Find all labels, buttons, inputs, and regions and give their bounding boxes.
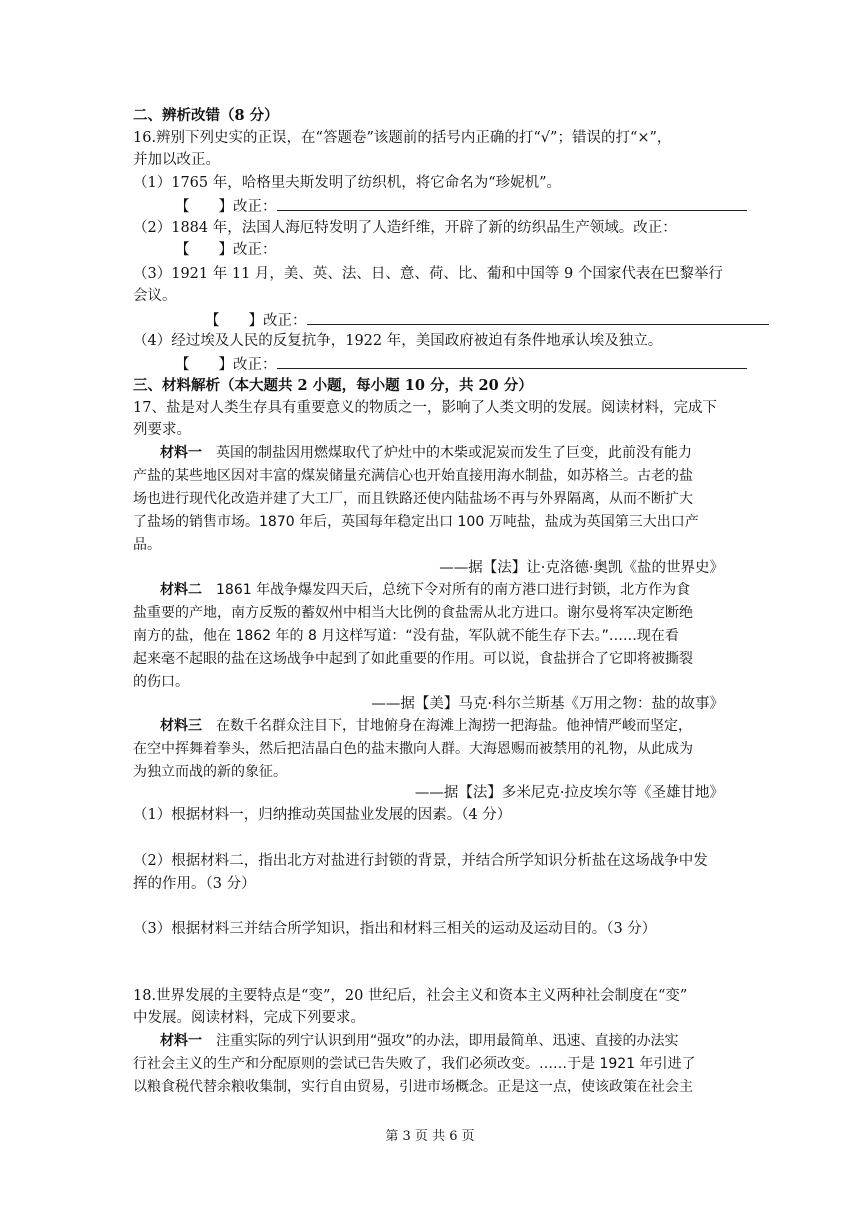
q17-material-3-line-1 [160, 716, 692, 736]
material-text: 英国的制盐因用燃煤取代了炉灶中的木柴或泥炭而发生了巨变，此前没有能力 [216, 445, 692, 461]
material-text: 在数千名群众注目下，甘地俯身在海滩上淘捞一把海盐。他神情严峻而坚定， [216, 718, 692, 734]
q17-material-1-line-2: 产盐的某些地区因对丰富的煤炭储量充满信心也开始直接用海水制盐，如苏格兰。古老的盐 [133, 468, 693, 484]
q18-material-1-line-1 [160, 1031, 679, 1051]
q18-stem-line-1: 18.世界发展的主要特点是“变”，20 世纪后，社会主义和资本主义两种社会制度在“变” [133, 988, 688, 1004]
q16-item-2: （2）1884 年，法国人海厄特发明了人造纤维，开辟了新的纺织品生产领域。改正： [133, 220, 677, 236]
q16-item-4-answer [175, 353, 747, 375]
q17-material-1-source: ——据【法】让·克洛德·奥凯《盐的世界史》 [439, 560, 724, 576]
q17-material-2-line-3: 南方的盐，他在 1862 年的 8 月这样写道：“没有盐，军队就不能生存下去。”……现在看 [133, 628, 679, 644]
q17-material-2-line-1 [160, 580, 690, 600]
q16-item-1: （1）1765 年，哈格里夫斯发明了纺织机，将它命名为“珍妮机”。 [133, 175, 562, 191]
q17-material-2-line-4: 起来毫不起眼的盐在这场战争中起到了如此重要的作用。可以说，食盐拼合了它即将被撕裂 [133, 651, 693, 667]
q17-material-2-line-5: 的伤口。 [133, 674, 189, 690]
q17-stem-line-2: 列要求。 [133, 422, 191, 438]
q17-material-1-line-5: 品。 [133, 537, 161, 553]
material-label: 材料二 [160, 582, 202, 598]
answer-label: 【 】改正： [175, 357, 277, 373]
q17-material-2-source: ——据【美】马克·科尔兰斯基《万用之物：盐的故事》 [371, 696, 724, 712]
q16-item-3-line-1: （3）1921 年 11 月，美、英、法、日、意、荷、比、葡和中国等 9 个国家代表在巴黎举行 [133, 266, 723, 282]
page-footer: 第 3 页 共 6 页 [385, 1129, 475, 1144]
q16-item-4: （4）经过埃及人民的反复抗争，1922 年，美国政府被迫有条件地承认埃及独立。 [133, 333, 663, 349]
q17-material-1-line-4: 了盐场的销售市场。1870 年后，英国每年稳定出口 100 万吨盐，盐成为英国第三大出口产 [133, 514, 699, 530]
q17-sub-question-1: （1）根据材料一，归纳推动英国盐业发展的因素。（4 分） [133, 807, 512, 823]
q18-material-1-line-2: 行社会主义的生产和分配原则的尝试已告失败了，我们必须改变。……于是 1921 年引进了 [133, 1056, 696, 1072]
q16-stem-line-2: 并加以改正。 [133, 152, 220, 168]
q17-material-1-line-1 [160, 443, 692, 463]
answer-blank[interactable] [277, 353, 747, 369]
q16-item-1-answer [175, 195, 747, 217]
q16-stem-line-1: 16.辨别下列史实的正误，在“答题卷”该题前的括号内正确的打“√”；错误的打“×”， [133, 130, 672, 146]
material-label: 材料三 [160, 718, 202, 734]
q16-item-3-answer [205, 309, 769, 331]
answer-blank[interactable] [307, 309, 769, 325]
q17-sub-question-3: （3）根据材料三并结合所学知识，指出和材料三相关的运动及运动目的。（3 分） [133, 921, 657, 937]
q18-material-1-line-3: 以粮食税代替余粮收集制，实行自由贸易，引进市场概念。正是这一点，使该政策在社会主 [133, 1079, 693, 1095]
answer-label: 【 】改正： [175, 242, 277, 258]
q17-sub-question-2-line-2: 挥的作用。（3 分） [133, 876, 256, 892]
material-label: 材料一 [160, 445, 202, 461]
q16-item-3-line-2: 会议。 [133, 288, 177, 304]
q18-stem-line-2: 中发展。阅读材料，完成下列要求。 [133, 1010, 365, 1026]
material-text: 1861 年战争爆发四天后，总统下令对所有的南方港口进行封锁，北方作为食 [216, 582, 691, 598]
q17-material-3-line-2: 在空中挥舞着拳头，然后把洁晶白色的盐末撒向人群。大海恩赐而被禁用的礼物，从此成为 [133, 741, 693, 757]
answer-label: 【 】改正： [175, 199, 277, 215]
q17-material-2-line-2: 盐重要的产地，南方反叛的蓄奴州中相当大比例的食盐需从北方进口。谢尔曼将军决定断绝 [133, 605, 693, 621]
q17-material-3-line-3: 为独立而战的新的象征。 [133, 764, 287, 780]
q17-stem-line-1: 17、盐是对人类生存具有重要意义的物质之一，影响了人类文明的发展。阅读材料，完成下 [133, 400, 717, 416]
q16-item-2-answer [175, 240, 277, 260]
section-2-heading: 二、辨析改错（8 分） [133, 107, 279, 124]
q17-sub-question-2-line-1: （2）根据材料二，指出北方对盐进行封锁的背景，并结合所学知识分析盐在这场战争中发 [133, 853, 708, 869]
section-3-heading: 三、材料解析（本大题共 2 小题，每小题 10 分，共 20 分） [133, 377, 533, 394]
material-label: 材料一 [160, 1033, 202, 1049]
answer-blank[interactable] [277, 195, 747, 211]
q17-material-1-line-3: 场也进行现代化改造并建了大工厂，而且铁路还使内陆盐场不再与外界隔离，从而不断扩大 [133, 491, 693, 507]
material-text: 注重实际的列宁认识到用“强攻”的办法，即用最简单、迅速、直接的办法实 [216, 1033, 679, 1049]
answer-label: 【 】改正： [205, 313, 307, 329]
q17-material-3-source: ——据【法】多米尼克·拉皮埃尔等《圣雄甘地》 [414, 785, 724, 801]
